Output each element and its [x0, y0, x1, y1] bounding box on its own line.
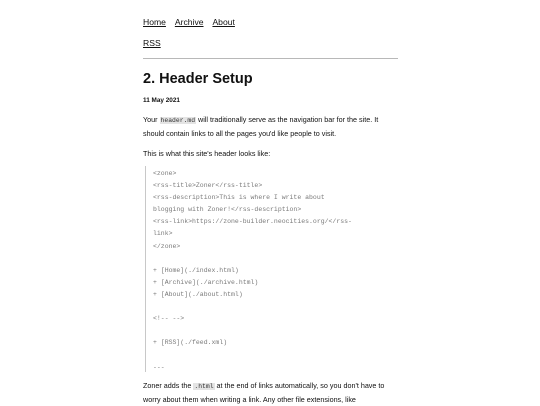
rss-nav	[143, 39, 168, 48]
paragraph-text: at the end of links automatically, so you don't have to worry about them when writing a link. Any other file extensions, like	[143, 381, 385, 404]
paragraph-text: Your	[143, 115, 160, 124]
nav-link-about[interactable]: About	[212, 17, 235, 27]
paragraph-text: will traditionally serve as the navigation bar for the site. It should contain links to all the pages you'd like people to visit.	[143, 115, 379, 138]
post-date: 11 May 2021	[143, 97, 180, 104]
site-nav	[143, 18, 242, 27]
paragraph-html-extension	[143, 380, 398, 406]
inline-code-header-md: header.md	[160, 117, 196, 124]
inline-code-html: .html	[194, 383, 214, 390]
paragraph-header-example: This is what this site's header looks like:	[143, 149, 271, 158]
nav-link-rss[interactable]: RSS	[143, 38, 161, 48]
paragraph-text: Zoner adds the	[143, 381, 194, 390]
nav-link-archive[interactable]: Archive	[174, 17, 204, 27]
post-title: 2. Header Setup	[143, 71, 253, 87]
header-divider	[143, 58, 398, 59]
code-block	[145, 166, 395, 372]
code-block-text: <zone> <rss-title>Zoner</rss-title> <rss-description>This is where I write about blogging with Zoner!</rss-description> <rss-link>https://zone-builder.neocities.org/</rss- link> </zone> + [Home](./index.html) + [Archive](./archive.html) + [About](./about.html) <!-- --> + [RSS](./feed.xml) ---	[153, 170, 352, 371]
nav-link-home[interactable]: Home	[143, 17, 166, 27]
paragraph-intro	[143, 114, 398, 140]
